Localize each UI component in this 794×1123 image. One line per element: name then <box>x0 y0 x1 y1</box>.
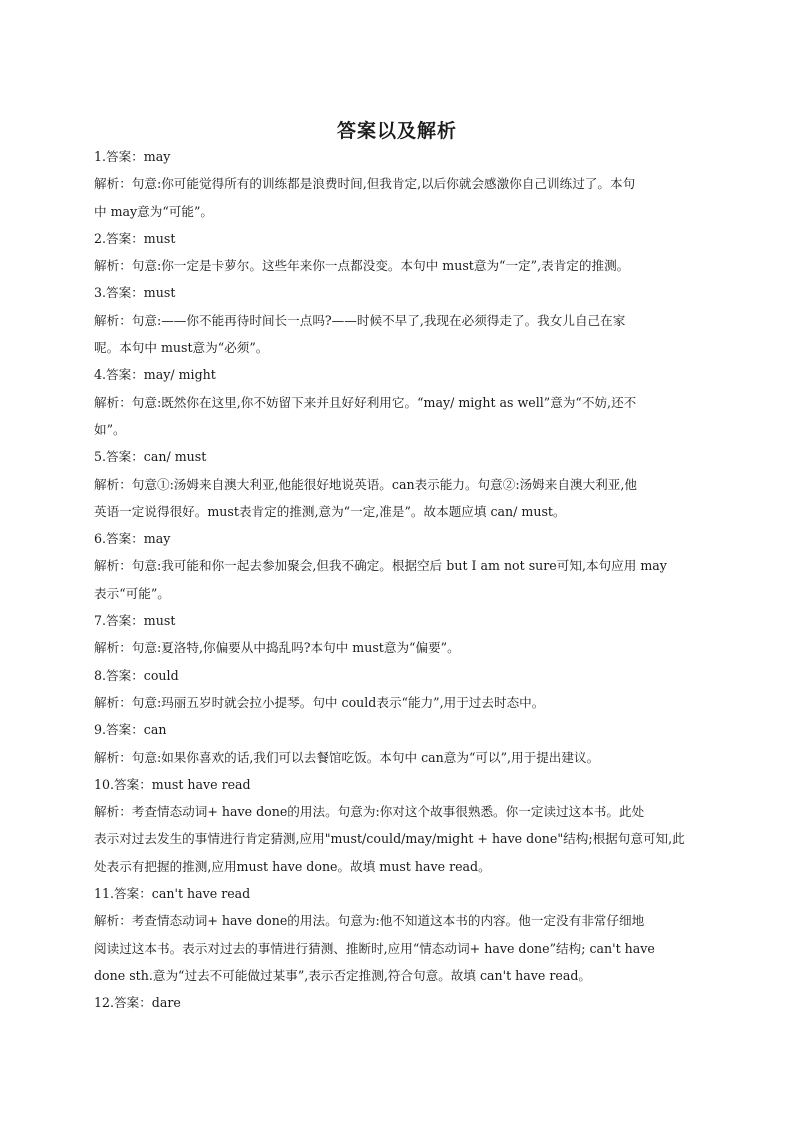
explanation-line: 处表示有把握的推测,应用must have done。故填 must have read。 <box>94 858 491 874</box>
explanation-line: 解析：句意:玛丽五岁时就会拉小提琴。句中 could表示“能力”,用于过去时态中。 <box>94 694 545 710</box>
explanation-line: 解析：句意:既然你在这里,你不妨留下来并且好好利用它。“may/ might as well”意为“不妨,还不 <box>94 394 637 410</box>
explanation-line: 表示“可能”。 <box>94 585 170 601</box>
answer-line-6: 6.答案：may <box>94 531 171 547</box>
explanation-line: 英语一定说得很好。must表肯定的推测,意为“一定,准是”。故本题应填 can/ must。 <box>94 503 566 519</box>
explanation-line: 呢。本句中 must意为“必须”。 <box>94 340 269 356</box>
answer-line-3: 3.答案：must <box>94 285 176 301</box>
answer-line-11: 11.答案：can't have read <box>94 886 251 902</box>
answer-line-9: 9.答案：can <box>94 722 167 738</box>
answer-line-4: 4.答案：may/ might <box>94 367 216 383</box>
answer-line-8: 8.答案：could <box>94 667 179 683</box>
answer-line-7: 7.答案：must <box>94 613 176 629</box>
answer-line-10: 10.答案：must have read <box>94 776 251 792</box>
explanation-line: 解析：句意①:汤姆来自澳大利亚,他能很好地说英语。can表示能力。句意②:汤姆来自澳大利亚,他 <box>94 476 637 492</box>
explanation-line: 解析：考查情态动词+ have done的用法。句意为:你对这个故事很熟悉。你一定读过这本书。此处 <box>94 804 645 820</box>
explanation-line: 解析：句意:你一定是卡萝尔。这些年来你一点都没变。本句中 must意为“一定”,表肯定的推测。 <box>94 258 630 274</box>
explanation-line: 解析：句意:你可能觉得所有的训练都是浪费时间,但我肯定,以后你就会感激你自己训练过了。本句 <box>94 176 636 192</box>
explanation-line: 如”。 <box>94 421 126 437</box>
answer-list <box>94 143 706 1017</box>
explanation-line: 阅读过这本书。表示对过去的事情进行猜测、推断时,应用“情态动词+ have done”结构; can't have <box>94 940 655 956</box>
answer-line-1: 1.答案：may <box>94 149 171 164</box>
explanation-line: done sth.意为“过去不可能做过某事”,表示否定推测,符合句意。故填 can't have read。 <box>94 967 592 983</box>
explanation-line: 中 may意为“可能”。 <box>94 203 214 219</box>
explanation-line: 解析：句意:我可能和你一起去参加聚会,但我不确定。根据空后 but I am not sure可知,本句应用 may <box>94 558 667 574</box>
document-title: 答案以及解析 <box>336 120 457 142</box>
explanation-line: 解析：句意:——你不能再待时间长一点吗?——时候不早了,我现在必须得走了。我女儿自己在家 <box>94 312 626 328</box>
explanation-line: 解析：考查情态动词+ have done的用法。句意为:他不知道这本书的内容。他一定没有非常仔细地 <box>94 913 645 929</box>
answer-line-2: 2.答案：must <box>94 230 176 246</box>
explanation-line: 解析：句意:夏洛特,你偏要从中捣乱吗?本句中 must意为“偏要”。 <box>94 640 460 656</box>
explanation-line: 表示对过去发生的事情进行肯定猜测,应用"must/could/may/might + have done"结构;根据句意可知,此 <box>94 831 685 847</box>
answer-line-12: 12.答案：dare <box>94 995 181 1011</box>
answer-line-5: 5.答案：can/ must <box>94 449 207 465</box>
explanation-line: 解析：句意:如果你喜欢的话,我们可以去餐馆吃饭。本句中 can意为“可以”,用于提出建议。 <box>94 749 600 765</box>
